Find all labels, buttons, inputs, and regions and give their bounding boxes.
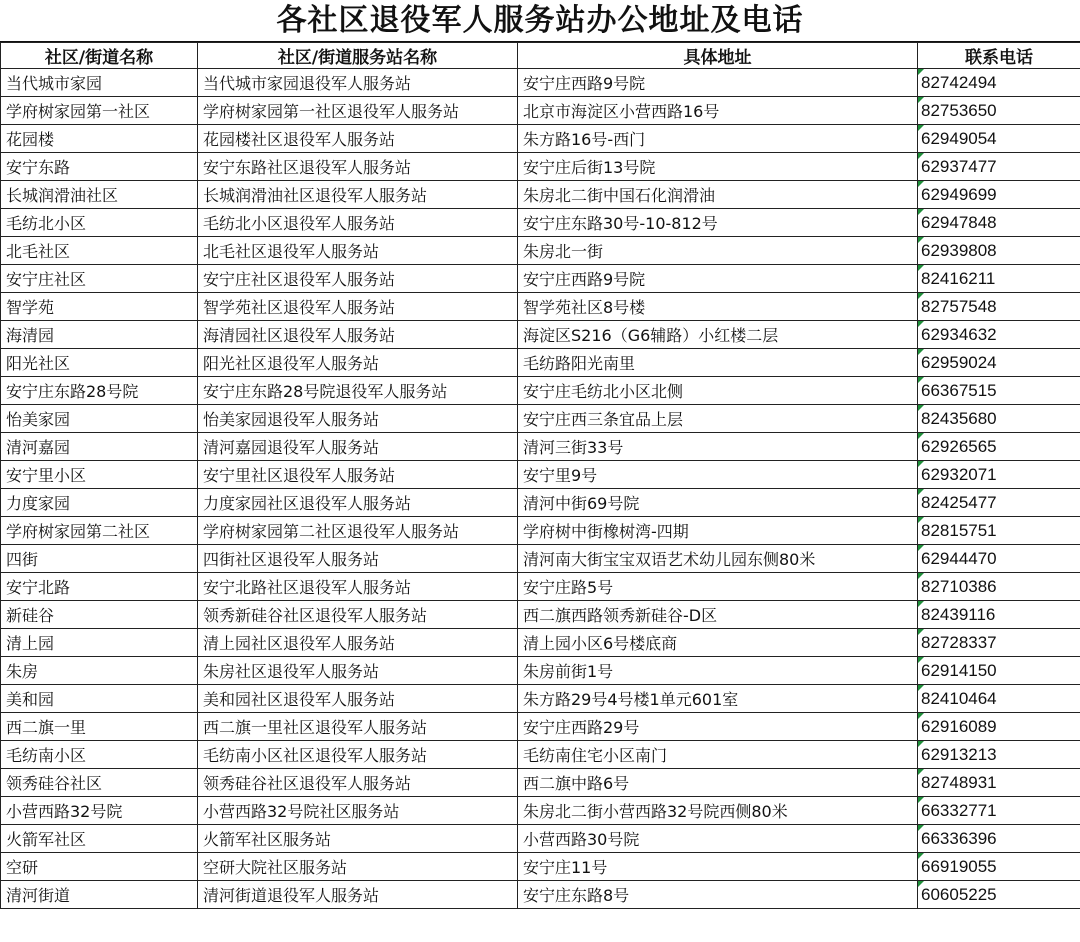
cell-station[interactable]: 小营西路32号院社区服务站 <box>198 797 518 825</box>
cell-community[interactable]: 怡美家园 <box>1 405 198 433</box>
cell-address[interactable]: 安宁庄东路30号-10-812号 <box>518 209 918 237</box>
cell-phone[interactable]: 82416211 <box>918 265 1080 293</box>
cell-station[interactable]: 学府树家园第一社区退役军人服务站 <box>198 97 518 125</box>
cell-community[interactable]: 毛纺北小区 <box>1 209 198 237</box>
table-row <box>1 545 1080 573</box>
cell-station[interactable]: 清上园社区退役军人服务站 <box>198 629 518 657</box>
cell-phone[interactable]: 82742494 <box>918 69 1080 97</box>
cell-community[interactable]: 智学苑 <box>1 293 198 321</box>
table-row <box>1 97 1080 125</box>
cell-community[interactable]: 空研 <box>1 853 198 881</box>
table-row <box>1 461 1080 489</box>
table-row <box>1 377 1080 405</box>
cell-address[interactable]: 安宁庄西路9号院 <box>518 265 918 293</box>
table-row <box>1 405 1080 433</box>
table-row <box>1 517 1080 545</box>
table-row <box>1 433 1080 461</box>
cell-phone[interactable]: 66367515 <box>918 377 1080 405</box>
header-phone[interactable]: 联系电话 <box>918 43 1080 69</box>
table-row <box>1 489 1080 517</box>
cell-phone[interactable]: 82753650 <box>918 97 1080 125</box>
cell-community[interactable]: 领秀硅谷社区 <box>1 769 198 797</box>
table-row <box>1 741 1080 769</box>
table-row <box>1 237 1080 265</box>
cell-station[interactable]: 怡美家园退役军人服务站 <box>198 405 518 433</box>
cell-station[interactable]: 长城润滑油社区退役军人服务站 <box>198 181 518 209</box>
cell-phone[interactable]: 82425477 <box>918 489 1080 517</box>
table-row <box>1 825 1080 853</box>
cell-phone[interactable]: 62949054 <box>918 125 1080 153</box>
cell-station[interactable]: 智学苑社区退役军人服务站 <box>198 293 518 321</box>
cell-address[interactable]: 朱房前街1号 <box>518 657 918 685</box>
cell-phone[interactable]: 62939808 <box>918 237 1080 265</box>
cell-station[interactable]: 领秀新硅谷社区退役军人服务站 <box>198 601 518 629</box>
cell-community[interactable]: 清河街道 <box>1 881 198 909</box>
cell-community[interactable]: 学府树家园第二社区 <box>1 517 198 545</box>
table-row <box>1 769 1080 797</box>
cell-phone[interactable]: 62944470 <box>918 545 1080 573</box>
cell-address[interactable]: 安宁庄路5号 <box>518 573 918 601</box>
cell-phone[interactable]: 82439116 <box>918 601 1080 629</box>
cell-community[interactable]: 海清园 <box>1 321 198 349</box>
cell-address[interactable]: 学府树中街橡树湾-四期 <box>518 517 918 545</box>
stations-table <box>0 42 1080 909</box>
table-row <box>1 125 1080 153</box>
cell-community[interactable]: 安宁庄社区 <box>1 265 198 293</box>
cell-community[interactable]: 安宁里小区 <box>1 461 198 489</box>
table-row <box>1 573 1080 601</box>
cell-phone[interactable]: 66332771 <box>918 797 1080 825</box>
table-row <box>1 153 1080 181</box>
table-row <box>1 265 1080 293</box>
cell-community[interactable]: 长城润滑油社区 <box>1 181 198 209</box>
cell-station[interactable]: 海清园社区退役军人服务站 <box>198 321 518 349</box>
cell-community[interactable]: 学府树家园第一社区 <box>1 97 198 125</box>
cell-phone[interactable]: 66336396 <box>918 825 1080 853</box>
cell-address[interactable]: 安宁庄西三条宜品上层 <box>518 405 918 433</box>
cell-community[interactable]: 北毛社区 <box>1 237 198 265</box>
cell-community[interactable]: 安宁东路 <box>1 153 198 181</box>
cell-phone[interactable]: 82710386 <box>918 573 1080 601</box>
cell-address[interactable]: 朱房北二街中国石化润滑油 <box>518 181 918 209</box>
cell-phone[interactable]: 62913213 <box>918 741 1080 769</box>
table-row <box>1 321 1080 349</box>
cell-station[interactable]: 毛纺北小区退役军人服务站 <box>198 209 518 237</box>
cell-phone[interactable]: 82410464 <box>918 685 1080 713</box>
cell-phone[interactable]: 62947848 <box>918 209 1080 237</box>
cell-community[interactable]: 小营西路32号院 <box>1 797 198 825</box>
cell-address[interactable]: 安宁庄西路29号 <box>518 713 918 741</box>
cell-address[interactable]: 安宁庄东路8号 <box>518 881 918 909</box>
cell-community[interactable]: 毛纺南小区 <box>1 741 198 769</box>
cell-phone[interactable]: 82815751 <box>918 517 1080 545</box>
cell-station[interactable]: 力度家园社区退役军人服务站 <box>198 489 518 517</box>
cell-address[interactable]: 安宁庄毛纺北小区北侧 <box>518 377 918 405</box>
table-row <box>1 685 1080 713</box>
cell-phone[interactable]: 62916089 <box>918 713 1080 741</box>
cell-address[interactable]: 安宁庄西路9号院 <box>518 69 918 97</box>
cell-phone[interactable]: 62926565 <box>918 433 1080 461</box>
cell-station[interactable]: 阳光社区退役军人服务站 <box>198 349 518 377</box>
cell-address[interactable]: 清河三街33号 <box>518 433 918 461</box>
table-row <box>1 349 1080 377</box>
cell-community[interactable]: 新硅谷 <box>1 601 198 629</box>
header-community[interactable]: 社区/街道名称 <box>1 43 198 69</box>
cell-address[interactable]: 清上园小区6号楼底商 <box>518 629 918 657</box>
table-row <box>1 293 1080 321</box>
cell-address[interactable]: 北京市海淀区小营西路16号 <box>518 97 918 125</box>
cell-phone[interactable]: 82757548 <box>918 293 1080 321</box>
cell-address[interactable]: 朱方路29号4号楼1单元601室 <box>518 685 918 713</box>
cell-community[interactable]: 火箭军社区 <box>1 825 198 853</box>
header-address[interactable]: 具体地址 <box>518 43 918 69</box>
cell-community[interactable]: 当代城市家园 <box>1 69 198 97</box>
cell-station[interactable]: 花园楼社区退役军人服务站 <box>198 125 518 153</box>
cell-station[interactable]: 安宁东路社区退役军人服务站 <box>198 153 518 181</box>
cell-station[interactable]: 学府树家园第二社区退役军人服务站 <box>198 517 518 545</box>
table-row <box>1 69 1080 97</box>
cell-phone[interactable]: 82728337 <box>918 629 1080 657</box>
cell-phone[interactable]: 82748931 <box>918 769 1080 797</box>
cell-phone[interactable]: 62959024 <box>918 349 1080 377</box>
cell-address[interactable]: 清河南大街宝宝双语艺术幼儿园东侧80米 <box>518 545 918 573</box>
cell-phone[interactable]: 66919055 <box>918 853 1080 881</box>
cell-address[interactable]: 毛纺南住宅小区南门 <box>518 741 918 769</box>
cell-community[interactable]: 朱房 <box>1 657 198 685</box>
cell-community[interactable]: 美和园 <box>1 685 198 713</box>
cell-address[interactable]: 西二旗西路领秀新硅谷-D区 <box>518 601 918 629</box>
cell-address[interactable]: 智学苑社区8号楼 <box>518 293 918 321</box>
cell-station[interactable]: 毛纺南小区社区退役军人服务站 <box>198 741 518 769</box>
cell-community[interactable]: 安宁北路 <box>1 573 198 601</box>
cell-station[interactable]: 安宁里社区退役军人服务站 <box>198 461 518 489</box>
header-row <box>1 43 1080 69</box>
table-row <box>1 209 1080 237</box>
cell-address[interactable]: 小营西路30号院 <box>518 825 918 853</box>
cell-station[interactable]: 清河嘉园退役军人服务站 <box>198 433 518 461</box>
cell-community[interactable]: 力度家园 <box>1 489 198 517</box>
cell-phone[interactable]: 62934632 <box>918 321 1080 349</box>
cell-station[interactable]: 清河街道退役军人服务站 <box>198 881 518 909</box>
cell-phone[interactable]: 82435680 <box>918 405 1080 433</box>
cell-station[interactable]: 火箭军社区服务站 <box>198 825 518 853</box>
cell-station[interactable]: 北毛社区退役军人服务站 <box>198 237 518 265</box>
cell-community[interactable]: 西二旗一里 <box>1 713 198 741</box>
cell-phone[interactable]: 62937477 <box>918 153 1080 181</box>
table-row <box>1 601 1080 629</box>
cell-community[interactable]: 清上园 <box>1 629 198 657</box>
cell-address[interactable]: 朱房北一街 <box>518 237 918 265</box>
header-station[interactable]: 社区/街道服务站名称 <box>198 43 518 69</box>
cell-address[interactable]: 清河中街69号院 <box>518 489 918 517</box>
cell-station[interactable]: 安宁庄社区退役军人服务站 <box>198 265 518 293</box>
table-row <box>1 853 1080 881</box>
table-row <box>1 713 1080 741</box>
sheet-title: 各社区退役军人服务站办公地址及电话 <box>0 0 1080 42</box>
table-row <box>1 797 1080 825</box>
cell-community[interactable]: 安宁庄东路28号院 <box>1 377 198 405</box>
cell-phone[interactable]: 62949699 <box>918 181 1080 209</box>
table-body <box>1 69 1080 909</box>
cell-station[interactable]: 当代城市家园退役军人服务站 <box>198 69 518 97</box>
cell-address[interactable]: 安宁庄后街13号院 <box>518 153 918 181</box>
cell-phone[interactable]: 62914150 <box>918 657 1080 685</box>
cell-community[interactable]: 花园楼 <box>1 125 198 153</box>
cell-address[interactable]: 朱方路16号-西门 <box>518 125 918 153</box>
cell-community[interactable]: 阳光社区 <box>1 349 198 377</box>
cell-phone[interactable]: 62932071 <box>918 461 1080 489</box>
cell-address[interactable]: 西二旗中路6号 <box>518 769 918 797</box>
cell-address[interactable]: 毛纺路阳光南里 <box>518 349 918 377</box>
table-row <box>1 181 1080 209</box>
cell-station[interactable]: 领秀硅谷社区退役军人服务站 <box>198 769 518 797</box>
cell-station[interactable]: 美和园社区退役军人服务站 <box>198 685 518 713</box>
cell-phone[interactable]: 60605225 <box>918 881 1080 909</box>
cell-address[interactable]: 海淀区S216（G6辅路）小红楼二层 <box>518 321 918 349</box>
cell-community[interactable]: 四街 <box>1 545 198 573</box>
cell-station[interactable]: 安宁庄东路28号院退役军人服务站 <box>198 377 518 405</box>
cell-station[interactable]: 空研大院社区服务站 <box>198 853 518 881</box>
cell-station[interactable]: 安宁北路社区退役军人服务站 <box>198 573 518 601</box>
cell-address[interactable]: 朱房北二街小营西路32号院西侧80米 <box>518 797 918 825</box>
cell-station[interactable]: 西二旗一里社区退役军人服务站 <box>198 713 518 741</box>
table-row <box>1 881 1080 909</box>
cell-address[interactable]: 安宁里9号 <box>518 461 918 489</box>
cell-station[interactable]: 四街社区退役军人服务站 <box>198 545 518 573</box>
table-header <box>1 43 1080 69</box>
cell-community[interactable]: 清河嘉园 <box>1 433 198 461</box>
table-row <box>1 657 1080 685</box>
table-row <box>1 629 1080 657</box>
cell-address[interactable]: 安宁庄11号 <box>518 853 918 881</box>
cell-station[interactable]: 朱房社区退役军人服务站 <box>198 657 518 685</box>
